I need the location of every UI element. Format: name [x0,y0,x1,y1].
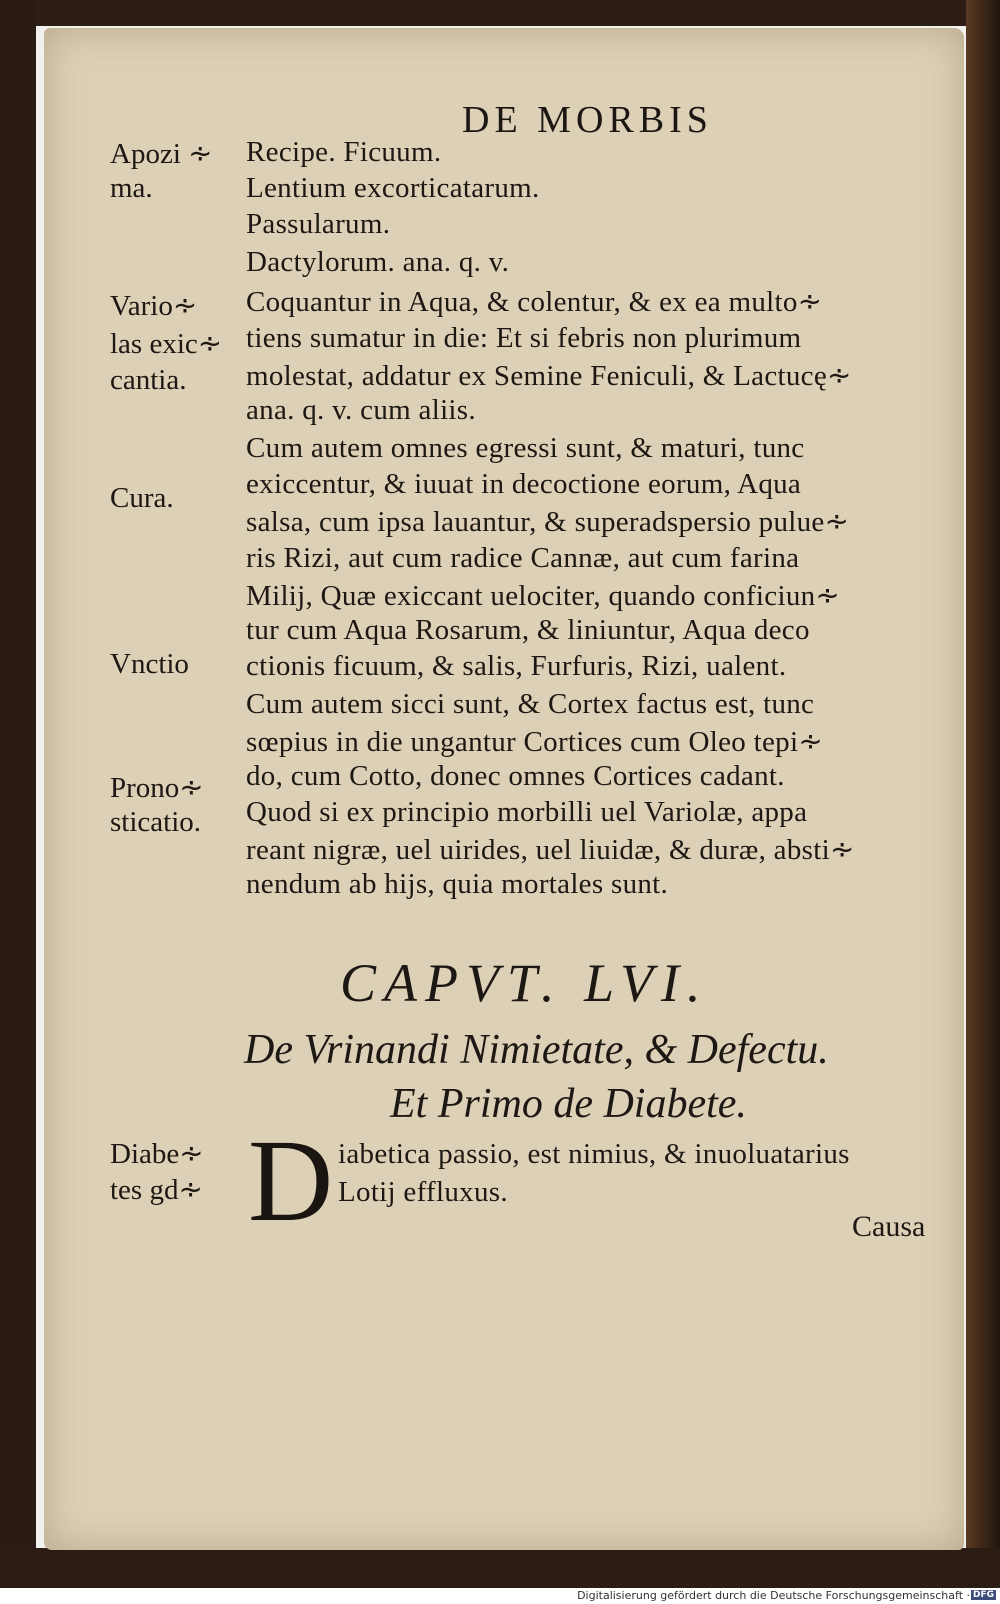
footer-credit: Digitalisierung gefördert durch die Deutsche Forschungsgemeinschaft · [577,1589,970,1602]
text-line: iabetica passio, est nimius, & inuoluatarius [338,1138,850,1170]
margin-note-apozima-2: ma. [110,172,153,204]
text-line: sœpius in die ungantur Cortices cum Oleo tepi∻ [246,726,823,758]
margin-note-cura: Cura. [110,482,174,514]
margin-note-variolas-1: Vario∻ [110,290,198,322]
text-line: Milij, Quæ exiccant uelociter, quando conficiun∻ [246,580,841,612]
dfg-logo: DFG [972,1590,994,1600]
text-line: Passularum. [246,208,391,240]
text-line: ctionis ficuum, & salis, Furfuris, Rizi, ualent. [246,650,787,682]
chapter-title: CAPVT. LVI. [340,953,709,1013]
scanner-bed-bottom [0,1548,1000,1588]
text-line: salsa, cum ipsa lauantur, & superadspersio pulue∻ [246,506,850,538]
margin-note-diabetes-2: tes gd∻ [110,1174,203,1206]
text-line: do, cum Cotto, donec omnes Cortices cadant. [246,760,785,792]
text-line: Cum autem sicci sunt, & Cortex factus est, tunc [246,688,815,720]
margin-note-vnctio: Vnctio [110,648,189,680]
scanner-bed-left [0,0,36,1588]
margin-note-pronosticatio-2: sticatio. [110,806,202,838]
text-line: exiccentur, & iuuat in decoctione eorum, Aqua [246,468,802,500]
book-spine-edge [966,0,1000,1588]
text-line: molestat, addatur ex Semine Feniculi, & Lactucę∻ [246,360,852,392]
digitization-footer [0,1588,1000,1604]
drop-capital: D [248,1115,334,1246]
text-line: tiens sumatur in die: Et si febris non plurimum [246,322,802,354]
catchword: Causa [852,1210,926,1243]
text-line: ris Rizi, aut cum radice Cannæ, aut cum farina [246,542,800,574]
text-line: Lotij effluxus. [338,1176,508,1208]
text-line: Dactylorum. ana. q. v. [246,246,510,278]
margin-note-diabetes-1: Diabe∻ [110,1138,204,1170]
text-line: Coquantur in Aqua, & colentur, & ex ea multo∻ [246,286,823,318]
text-line: reant nigræ, uel uirides, uel liuidæ, & duræ, absti∻ [246,834,855,866]
text-line: Lentium excorticatarum. [246,172,540,204]
text-line: Quod si ex principio morbilli uel Variolæ, appa [246,796,808,828]
chapter-subtitle: De Vrinandi Nimietate, & Defectu. [244,1027,829,1073]
text-line: tur cum Aqua Rosarum, & liniuntur, Aqua deco [246,614,810,646]
margin-note-variolas-2: las exic∻ [110,328,223,360]
text-line: Cum autem omnes egressi sunt, & maturi, tunc [246,432,805,464]
running-header: DE MORBIS [462,99,713,141]
text-line: nendum ab hijs, quia mortales sunt. [246,868,669,900]
text-line: Recipe. Ficuum. [246,136,442,168]
margin-note-variolas-3: cantia. [110,364,187,396]
margin-note-pronosticatio-1: Prono∻ [110,772,204,804]
chapter-subtitle-second: Et Primo de Diabete. [390,1081,747,1127]
margin-note-apozima-1: Apozi ∻ [110,138,213,170]
text-line: ana. q. v. cum aliis. [246,394,476,426]
scanner-bed-top [0,0,1000,26]
